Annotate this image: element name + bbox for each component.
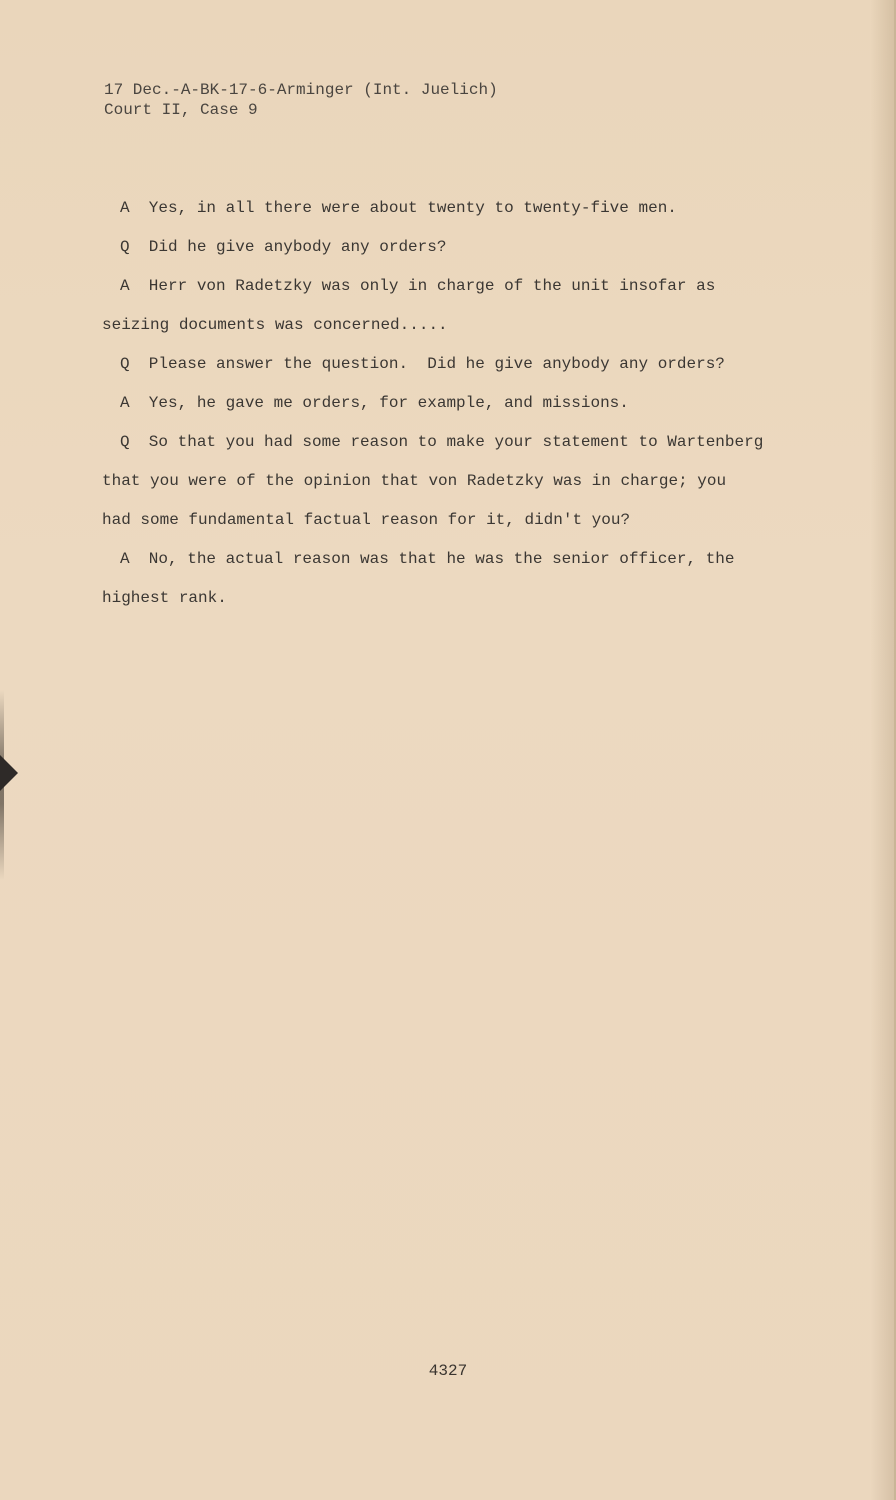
transcript-line: Q Did he give anybody any orders? — [120, 238, 447, 256]
transcript-line: seizing documents was concerned..... — [102, 316, 448, 334]
transcript-line: A No, the actual reason was that he was the senior officer, the — [120, 550, 735, 568]
page-number: 4327 — [428, 1362, 468, 1380]
transcript-line: highest rank. — [102, 589, 227, 607]
transcript-line: that you were of the opinion that von Radetzky was in charge; you — [102, 472, 727, 490]
header-reference: 17 Dec.-A-BK-17-6-Arminger (Int. Juelich) — [104, 81, 498, 99]
transcript-line: A Yes, he gave me orders, for example, and missions. — [120, 394, 629, 412]
transcript-line: A Herr von Radetzky was only in charge of the unit insofar as — [120, 277, 716, 295]
transcript-line: A Yes, in all there were about twenty to twenty-five men. — [120, 199, 677, 217]
transcript-line: had some fundamental factual reason for it, didn't you? — [102, 511, 631, 529]
page-edge-shadow — [870, 0, 894, 1500]
header-court-case: Court II, Case 9 — [104, 101, 258, 119]
document-header — [104, 80, 498, 120]
punch-notch — [0, 755, 18, 791]
transcript-line: Q Please answer the question. Did he give anybody any orders? — [120, 355, 725, 373]
transcript-line: Q So that you had some reason to make your statement to Wartenberg — [120, 433, 764, 451]
